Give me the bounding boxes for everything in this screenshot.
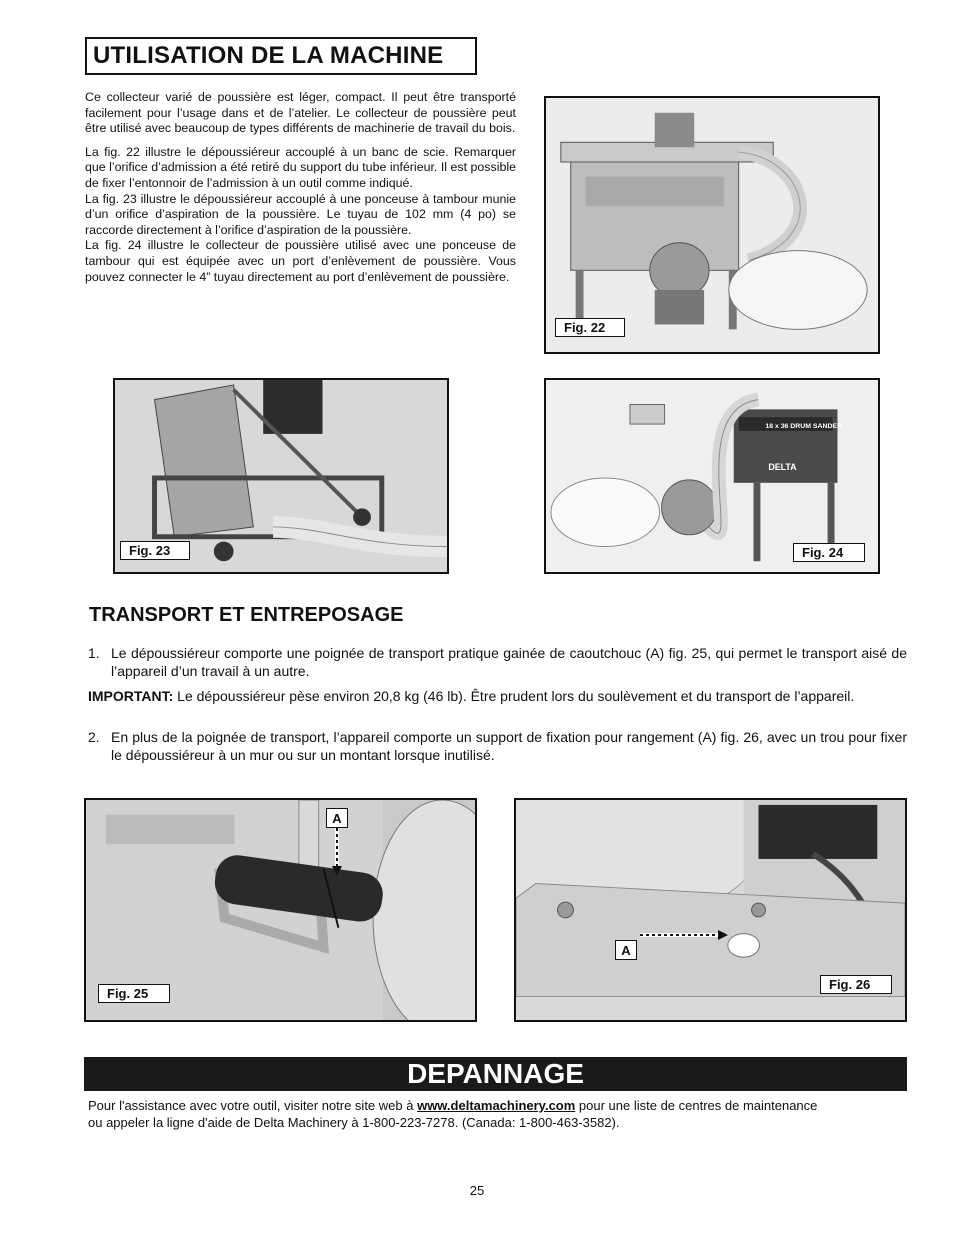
fig25-callout-arrow xyxy=(330,828,344,878)
page-number: 25 xyxy=(469,1183,485,1198)
fig23-label: Fig. 23 xyxy=(120,541,190,560)
fig24-brand-label: DELTA xyxy=(768,462,797,473)
figure-22-image xyxy=(544,96,880,354)
troubleshooting-text xyxy=(88,1097,908,1131)
fig24-sander-label: 18 x 36 DRUM SANDER xyxy=(765,423,843,430)
item-2-text: En plus de la poignée de transport, l’appareil comporte un support de fixation pour rangement (A) fig. 26, avec un trou pour fixer le dépoussiéreur à un mur ou sur un montant lorsque inutilisé. xyxy=(111,729,907,763)
item-2-number: 2. xyxy=(88,729,100,745)
intro-text xyxy=(85,90,516,285)
troubleshooting-line-1 xyxy=(88,1097,908,1114)
fig22-label: Fig. 22 xyxy=(555,318,625,337)
fig25-label: Fig. 25 xyxy=(98,984,170,1003)
intro-paragraph-3: La fig. 23 illustre le dépoussiéreur accouplé à une ponceuse à tambour munie d’un orifice d’aspiration de la poussière. Le tuyau de 102 mm (4 po) se raccorde directement à l’orifice d’aspiration de la poussière. xyxy=(85,191,516,237)
fig24-label: Fig. 24 xyxy=(793,543,865,562)
item-1-text: Le dépoussiéreur comporte une poignée de transport pratique gainée de caoutchouc (A) fig. 25, qui permet le transport aisé de l’appareil d’un travail à un autre. xyxy=(111,645,907,679)
intro-paragraph-4: La fig. 24 illustre le collecteur de poussière utilisé avec une ponceuse de tambour qui est équipée avec un port d’enlèvement de poussière. Vous pouvez connecter le 4” tuyau directement au port d’enlèvement de poussière. xyxy=(85,238,516,284)
important-text: Le dépoussiéreur pèse environ 20,8 kg (46 lb). Être prudent lors du soulèvement et du transport de l’appareil. xyxy=(173,688,855,704)
item-1-number: 1. xyxy=(88,645,100,661)
section-title: UTILISATION DE LA MACHINE xyxy=(85,37,477,75)
fig26-callout-arrow xyxy=(640,928,730,942)
troubleshooting-banner: DEPANNAGE xyxy=(84,1057,907,1091)
troubleshooting-text-after: pour une liste de centres de maintenance xyxy=(575,1098,818,1113)
intro-paragraph-2: La fig. 22 illustre le dépoussiéreur accouplé à un banc de scie. Remarquer que l’orifice d’admission a été retiré du support du tube inférieur. Il est possible de fixer l’entonnoir de l’admission à un outil comme indiqué. xyxy=(85,144,516,190)
fig25-callout-a: A xyxy=(326,808,348,828)
important-note xyxy=(88,688,907,706)
troubleshooting-text-before: Pour l'assistance avec votre outil, visiter notre site web à xyxy=(88,1098,418,1113)
transport-heading: TRANSPORT ET ENTREPOSAGE xyxy=(89,604,404,626)
troubleshooting-line-2: ou appeler la ligne d'aide de Delta Machinery à 1-800-223-7278. (Canada: 1-800-463-3582). xyxy=(88,1115,620,1130)
intro-paragraph-1: Ce collecteur varié de poussière est léger, compact. Il peut être transporté facilement pour l’usage dans et de l’atelier. Le collecteur de poussière peut être utilisé avec beaucoup de types différents de machinerie de travail du bois. xyxy=(85,90,516,136)
fig26-label: Fig. 26 xyxy=(820,975,892,994)
fig26-callout-a: A xyxy=(615,940,637,960)
delta-website-link[interactable]: www.deltamachinery.com xyxy=(417,1098,576,1113)
important-label: IMPORTANT: xyxy=(88,688,174,704)
